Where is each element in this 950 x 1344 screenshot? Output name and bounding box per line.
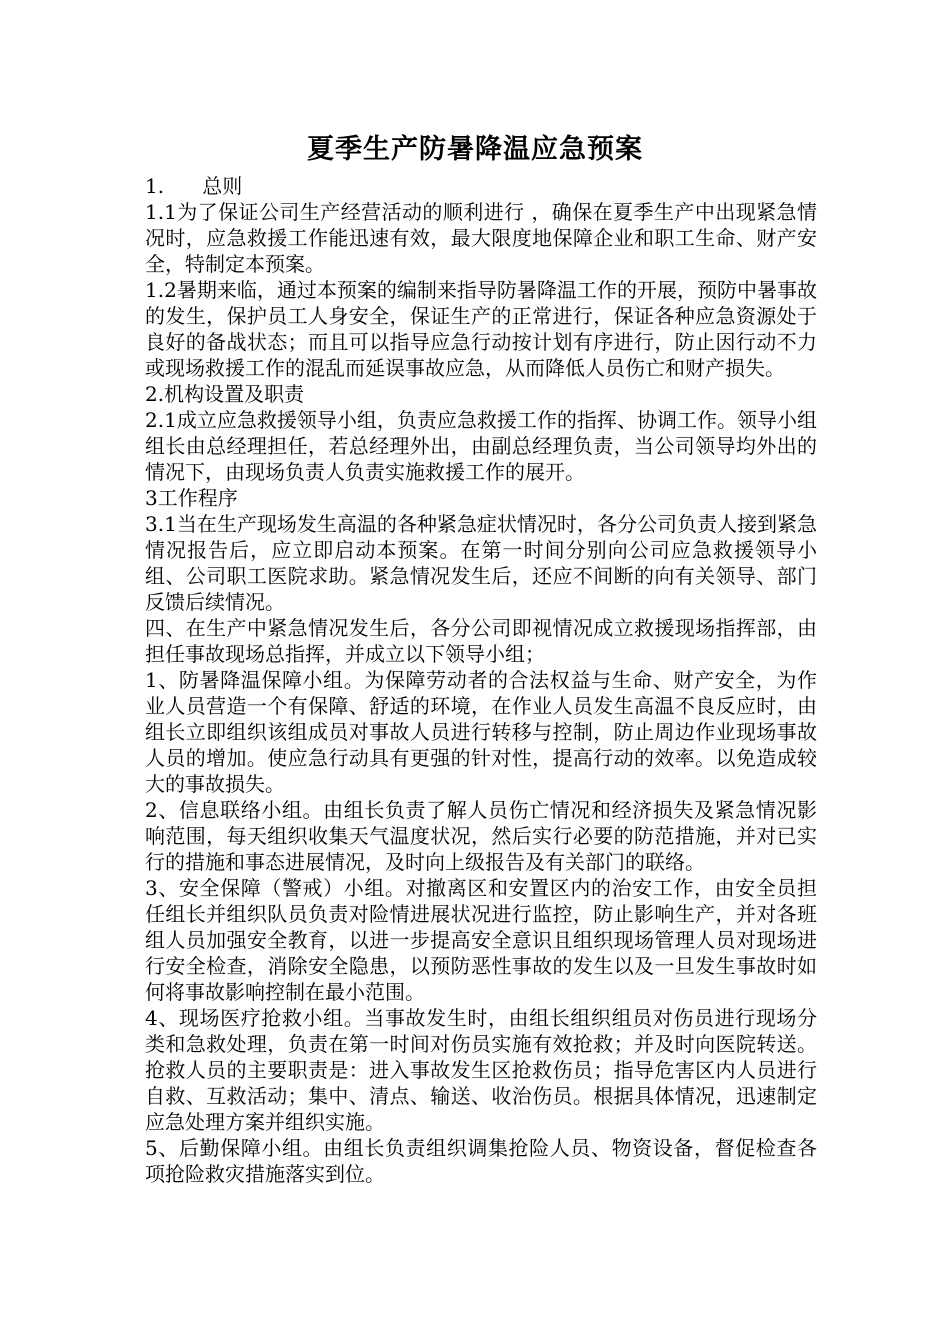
paragraph-1-1: 1.1为了保证公司生产经营活动的顺利进行 ，确保在夏季生产中出现紧急情况时，应急救援工作能迅速有效，最大限度地保障企业和职工生命、财产安全，特制定本预案。 <box>145 200 817 276</box>
paragraph-group-heatstroke: 1、防暑降温保障小组。为保障劳动者的合法权益与生命、财产安全，为作业人员营造一个有保障、舒适的环境，在作业人员发生高温不良反应时，由组长立即组织该组成员对事故人员进行转移与控制，防止周边作业现场事故人员的增加。使应急行动具有更强的针对性，提高行动的效率。以免造成较大的事故损失。 <box>145 668 817 796</box>
section-heading-organization: 2.机构设置及职责 <box>145 382 305 406</box>
section-heading-procedure: 3工作程序 <box>145 486 238 510</box>
paragraph-group-security: 3、安全保障（警戒）小组。对撤离区和安置区内的治安工作，由安全员担任组长并组织队员负责对险情进展状况进行监控，防止影响生产，并对各班组人员加强安全教育，以进一步提高安全意识且组织现场管理人员对现场进行安全检查，消除安全隐患，以预防恶性事故的发生以及一旦发生事故时如何将事故影响控制在最小范围。 <box>145 876 817 1004</box>
paragraph-section-four: 四、在生产中紧急情况发生后，各分公司即视情况成立救援现场指挥部，由担任事故现场总指挥，并成立以下领导小组； <box>145 616 817 666</box>
document-title: 夏季生产防暑降温应急预案 <box>307 134 643 165</box>
paragraph-2-1: 2.1成立应急救援领导小组，负责应急救援工作的指挥、协调工作。领导小组组长由总经理担任，若总经理外出，由副总经理负责，当公司领导均外出的情况下，由现场负责人负责实施救援工作的展开。 <box>145 408 817 484</box>
paragraph-3-1: 3.1当在生产现场发生高温的各种紧急症状情况时，各分公司负责人接到紧急情况报告后，应立即启动本预案。在第一时间分别向公司应急救援领导小组、公司职工医院求助。紧急情况发生后，还应不间断的向有关领导、部门反馈后续情况。 <box>145 512 817 614</box>
paragraph-group-logistics: 5、后勤保障小组。由组长负责组织调集抢险人员、物资设备，督促检查各项抢险救灾措施落实到位。 <box>145 1136 817 1186</box>
paragraph-group-medical: 4、现场医疗抢救小组。当事故发生时，由组长组织组员对伤员进行现场分类和急救处理，负责在第一时间对伤员实施有效抢救；并及时向医院转送。抢救人员的主要职责是：进入事故发生区抢救伤员；指导危害区内人员进行自救、互救活动；集中、清点、输送、收治伤员。根据具体情况，迅速制定应急处理方案并组织实施。 <box>145 1006 817 1134</box>
paragraph-1-2: 1.2暑期来临，通过本预案的编制来指导防暑降温工作的开展，预防中暑事故的发生，保护员工人身安全，保证生产的正常进行，保证各种应急资源处于良好的备战状态；而且可以指导应急行动按计划有序进行，防止因行动不力或现场救援工作的混乱而延误事故应急，从而降低人员伤亡和财产损失。 <box>145 278 817 380</box>
section-heading-general: 1. 总则 <box>145 174 243 198</box>
paragraph-group-liaison: 2、信息联络小组。由组长负责了解人员伤亡情况和经济损失及紧急情况影响范围，每天组织收集天气温度状况，然后实行必要的防范措施，并对已实行的措施和事态进展情况，及时向上级报告及有关部门的联络。 <box>145 798 817 874</box>
document-body <box>145 173 817 1187</box>
